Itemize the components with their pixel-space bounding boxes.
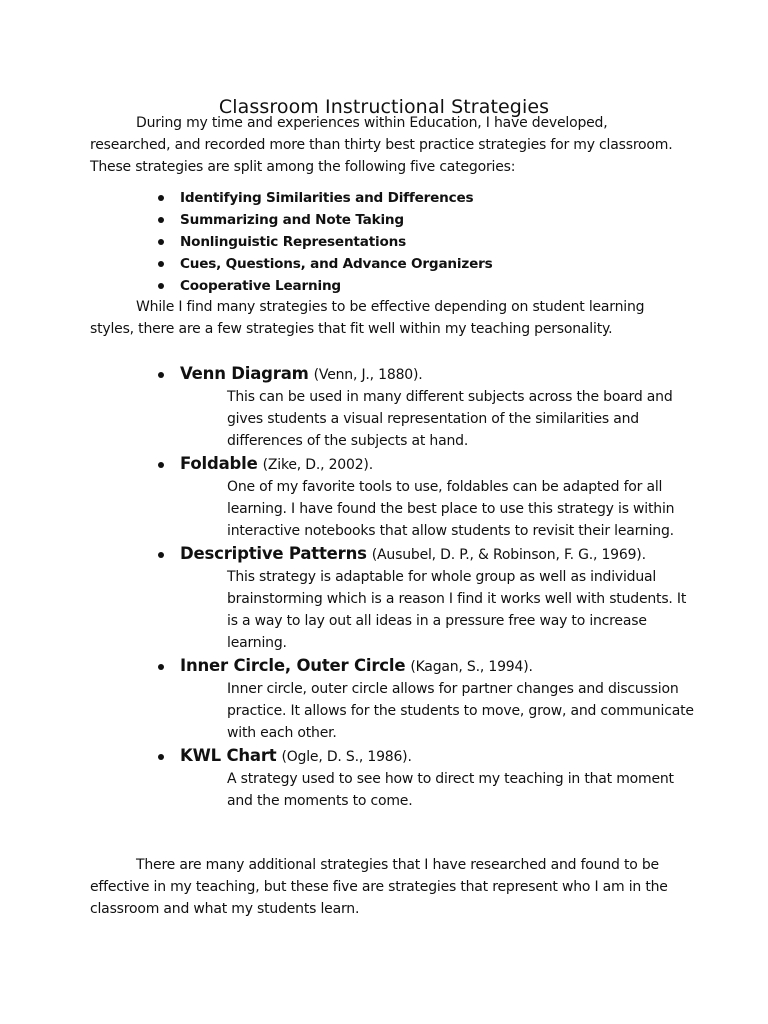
- conclusion-text: There are many additional strategies that I have researched and found to be effective in my teaching, but these five are strategies that represent who I am in the classroom and what my students learn.: [90, 857, 668, 917]
- strategy-description: Inner circle, outer circle allows for partner changes and discussion practice. It allows for the students to move, grow, and communicate with each other.: [227, 681, 694, 741]
- strategy-list: [158, 362, 698, 812]
- strategy-name: KWL Chart: [180, 746, 277, 765]
- strategy-citation: (Ogle, D. S., 1986).: [281, 749, 412, 765]
- category-item: [158, 209, 492, 231]
- bullet-icon: [158, 239, 164, 245]
- bullet-icon: [158, 462, 164, 468]
- strategy-description: One of my favorite tools to use, foldables can be adapted for all learning. I have found the best place to use this strategy is within interactive notebooks that allow students to revisit their learning.: [227, 479, 675, 539]
- conclusion-paragraph: [90, 854, 690, 920]
- bullet-icon: [158, 261, 164, 267]
- bullet-icon: [158, 283, 164, 289]
- strategy-item: [158, 362, 698, 452]
- strategy-description: This strategy is adaptable for whole group as well as individual brainstorming which is a reason I find it works well with students. It is a way to lay out all ideas in a pressure free way to increase learning.: [227, 569, 687, 651]
- strategy-item: [158, 542, 698, 654]
- intro-text: During my time and experiences within Education, I have developed, researched, and recorded more than thirty best practice strategies for my classroom. These strategies are split among the following five categories:: [90, 115, 673, 175]
- strategy-citation: (Venn, J., 1880).: [313, 367, 423, 383]
- category-label: Nonlinguistic Representations: [180, 234, 406, 250]
- bullet-icon: [158, 195, 164, 201]
- category-item: [158, 275, 492, 297]
- category-item: [158, 253, 492, 275]
- strategy-description: A strategy used to see how to direct my teaching in that moment and the moments to come.: [227, 771, 674, 809]
- strategy-item: [158, 744, 698, 812]
- strategy-citation: (Kagan, S., 1994).: [410, 659, 533, 675]
- category-label: Cues, Questions, and Advance Organizers: [180, 256, 493, 272]
- page-title: Classroom Instructional Strategies: [218, 96, 550, 118]
- bullet-icon: [158, 552, 164, 558]
- transition-text: While I find many strategies to be effective depending on student learning styles, there are a few strategies that fit well within my teaching personality.: [90, 299, 645, 337]
- intro-paragraph: [90, 112, 690, 178]
- category-item: [158, 231, 492, 253]
- category-item: [158, 187, 492, 209]
- strategy-description: This can be used in many different subjects across the board and gives students a visual representation of the similarities and differences of the subjects at hand.: [227, 389, 673, 449]
- strategy-name: Foldable: [180, 454, 258, 473]
- strategy-item: [158, 654, 698, 744]
- bullet-icon: [158, 664, 164, 670]
- bullet-icon: [158, 217, 164, 223]
- strategy-name: Descriptive Patterns: [180, 544, 367, 563]
- strategy-item: [158, 452, 698, 542]
- transition-paragraph: [90, 296, 690, 340]
- category-label: Identifying Similarities and Differences: [180, 190, 474, 206]
- category-label: Cooperative Learning: [180, 278, 341, 294]
- category-list: [158, 187, 492, 297]
- strategy-name: Venn Diagram: [180, 364, 309, 383]
- strategy-name: Inner Circle, Outer Circle: [180, 656, 406, 675]
- strategy-citation: (Ausubel, D. P., & Robinson, F. G., 1969).: [371, 547, 646, 563]
- category-label: Summarizing and Note Taking: [180, 212, 404, 228]
- bullet-icon: [158, 754, 164, 760]
- bullet-icon: [158, 372, 164, 378]
- strategy-citation: (Zike, D., 2002).: [262, 457, 373, 473]
